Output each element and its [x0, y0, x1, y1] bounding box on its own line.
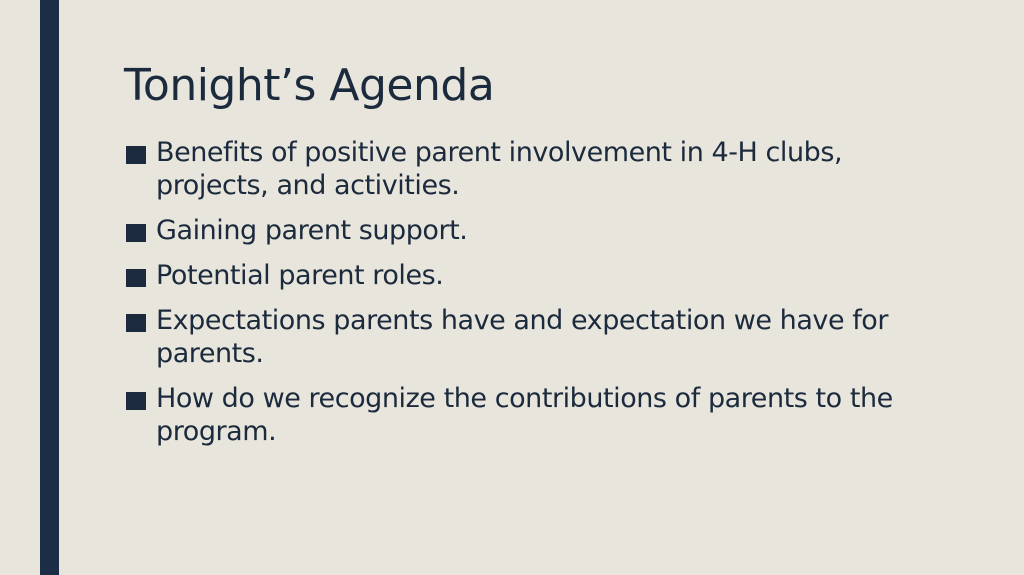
list-item [126, 304, 926, 370]
square-bullet-icon [126, 392, 146, 410]
bullet-text: Expectations parents have and expectation we have for parents. [156, 305, 889, 369]
list-item [126, 259, 926, 292]
square-bullet-icon [126, 146, 146, 164]
bullet-text: Gaining parent support. [156, 215, 468, 246]
slide-accent-bar [40, 0, 59, 575]
list-item [126, 214, 926, 247]
bullet-text: Benefits of positive parent involvement in 4-H clubs, projects, and activities. [156, 137, 843, 201]
agenda-list [126, 136, 926, 460]
list-item [126, 382, 926, 448]
list-item [126, 136, 926, 202]
bullet-text: Potential parent roles. [156, 260, 444, 291]
square-bullet-icon [126, 224, 146, 242]
bullet-text: How do we recognize the contributions of parents to the program. [156, 383, 893, 447]
square-bullet-icon [126, 269, 146, 287]
slide-title: Tonight’s Agenda [124, 60, 495, 111]
square-bullet-icon [126, 314, 146, 332]
